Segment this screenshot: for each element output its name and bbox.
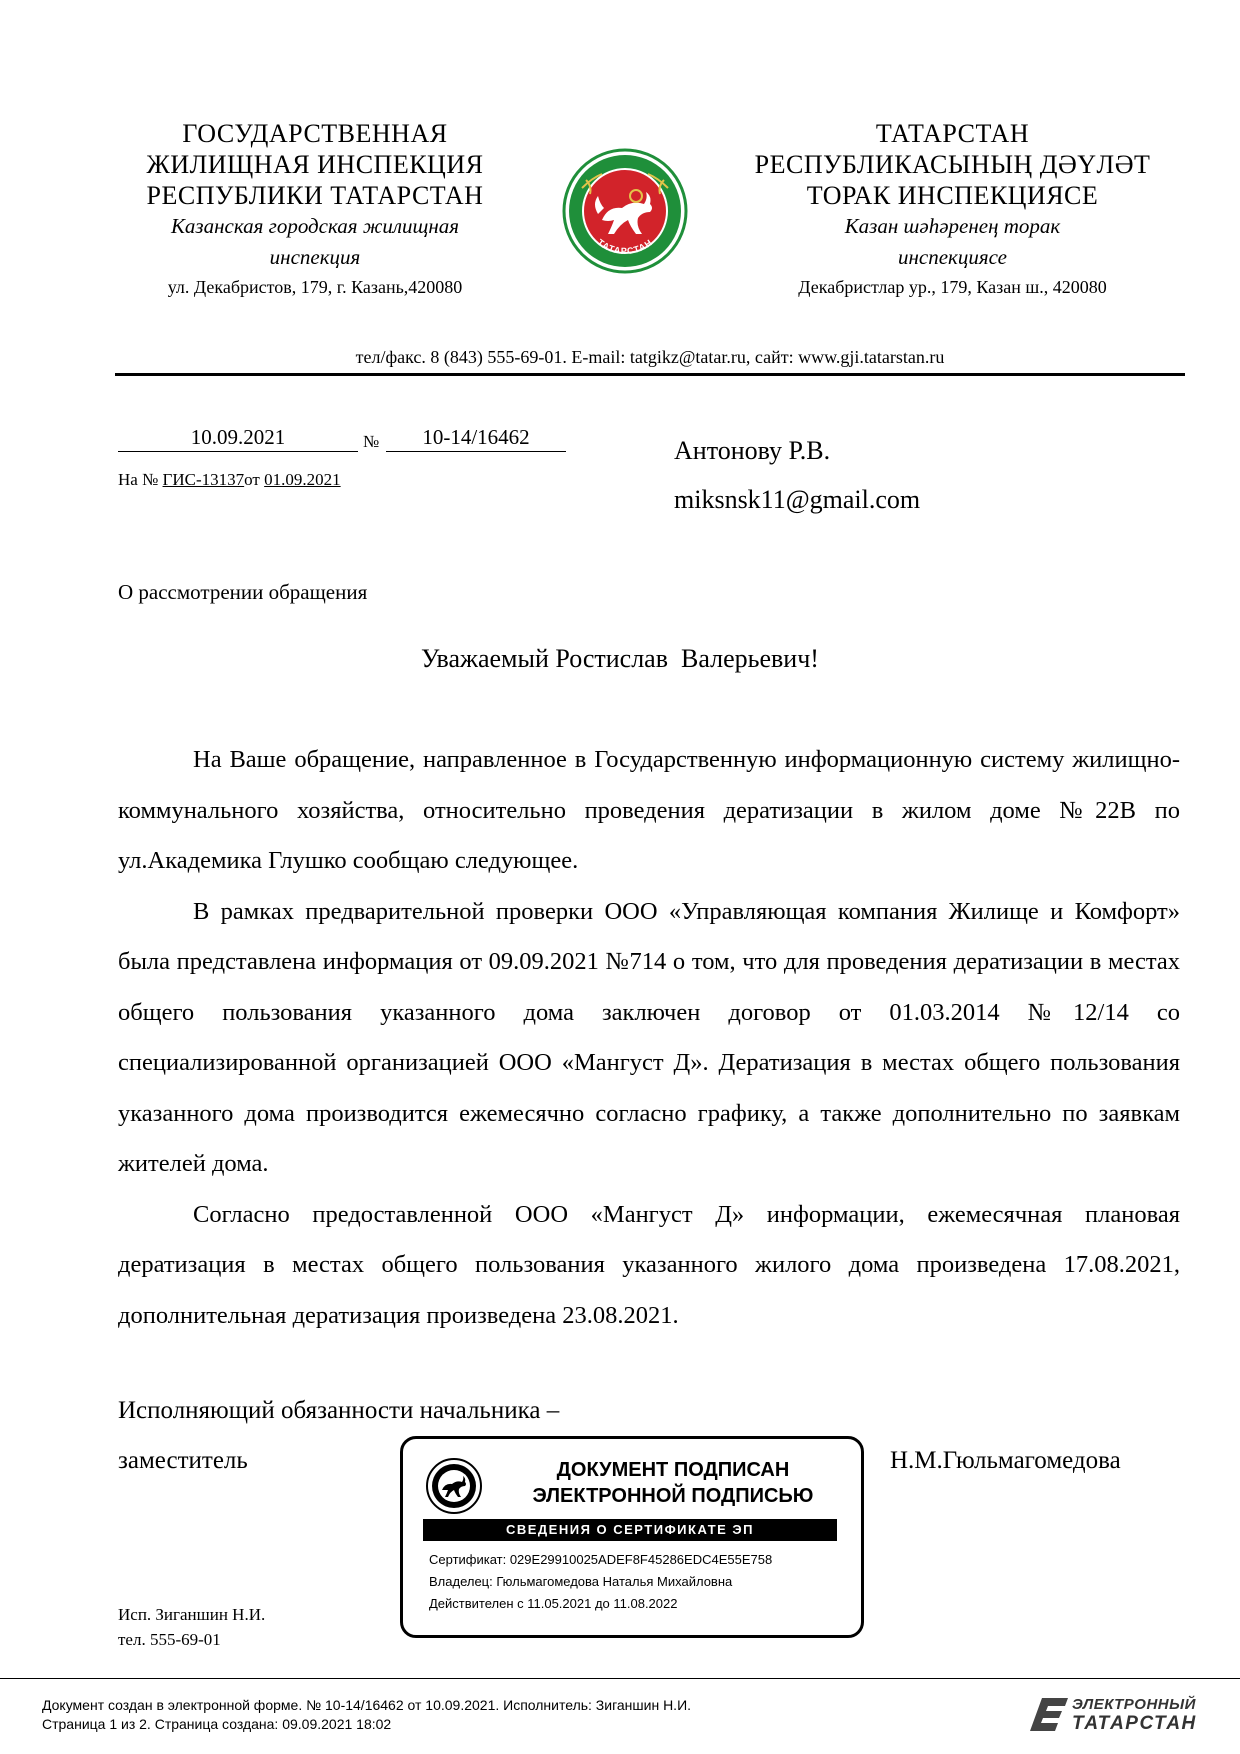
- reply-prefix: На №: [118, 470, 159, 489]
- stamp-title-line2: ЭЛЕКТРОННОЙ ПОДПИСЬЮ: [532, 1485, 814, 1507]
- letter-date: 10.09.2021: [118, 423, 358, 452]
- reply-reference: [118, 470, 341, 490]
- stamp-title: [498, 1457, 848, 1509]
- recipient-name: Антонову Р.В.: [674, 436, 831, 465]
- tatarstan-emblem-mono-icon: [425, 1457, 483, 1515]
- tatarstan-emblem-icon: [562, 148, 688, 274]
- stamp-emblem: [425, 1457, 483, 1515]
- header-right: [725, 118, 1180, 299]
- body-paragraph: Согласно предоставленной ООО «Мангуст Д» информации, ежемесячная плановая дератизация в местах общего пользования указанного жилого дома произведена 17.08.2021, дополнительная дератизация произведена 23.08.2021.: [118, 1200, 1180, 1329]
- footer-divider: [0, 1678, 1240, 1679]
- reply-from: от: [244, 470, 260, 489]
- dept-name-tt-line1: Казан шәһәренең торак: [844, 214, 1061, 238]
- stamp-certificate: Сертификат: 029E29910025ADEF8F45286EDC4E55E758: [429, 1552, 773, 1567]
- org-name-ru-line2: ЖИЛИЩНАЯ ИНСПЕКЦИЯ: [146, 150, 484, 179]
- footer-info: [42, 1696, 691, 1734]
- org-name-ru-line3: РЕСПУБЛИКИ ТАТАРСТАН: [146, 181, 484, 210]
- electronic-tatarstan-logo: [1030, 1694, 1200, 1736]
- salutation: Уважаемый Ростислав Валерьевич!: [421, 644, 819, 673]
- dept-name-ru-line1: Казанская городская жилищная: [170, 214, 460, 238]
- electronic-signature-stamp: [400, 1436, 864, 1638]
- dept-name-ru-line2: инспекция: [269, 245, 361, 269]
- letter-subject: О рассмотрении обращения: [118, 580, 368, 604]
- executor: Исп. Зиганшин Н.И.: [118, 1605, 266, 1624]
- footer-line2: Страница 1 из 2. Страница создана: 09.09.2021 18:02: [42, 1716, 392, 1732]
- stamp-title-line1: ДОКУМЕНТ ПОДПИСАН: [556, 1459, 790, 1481]
- reply-date: 01.09.2021: [264, 470, 341, 489]
- signer-position-line1: Исполняющий обязанности начальника –: [118, 1397, 560, 1424]
- org-name-tt-line2: РЕСПУБЛИКАСЫНЫҢ ДӘҮЛӘТ: [754, 150, 1151, 179]
- letter-number: 10-14/16462: [386, 423, 566, 452]
- header-divider: [115, 373, 1185, 376]
- address-ru: ул. Декабристов, 179, г. Казань,420080: [167, 277, 463, 297]
- stamp-certificate-bar: СВЕДЕНИЯ О СЕРТИФИКАТЕ ЭП: [423, 1519, 837, 1541]
- org-name-ru-line1: ГОСУДАРСТВЕННАЯ: [182, 119, 448, 148]
- number-sign: №: [363, 432, 380, 451]
- org-name-tt-line1: ТАТАРСТАН: [875, 119, 1030, 148]
- header-left: [110, 118, 520, 299]
- recipient-email: miksnsk11@gmail.com: [674, 485, 921, 514]
- org-name-tt-line3: ТОРАК ИНСПЕКЦИЯСЕ: [806, 181, 1099, 210]
- stamp-owner: Владелец: Гюльмагомедова Наталья Михайловна: [429, 1574, 733, 1589]
- e-tatarstan-logo-icon: [1030, 1694, 1070, 1734]
- contact-line: тел/факс. 8 (843) 555-69-01. E-mail: tatgikz@tatar.ru, сайт: www.gji.tatarstan.ru: [355, 347, 945, 367]
- address-tt: Декабристлар ур., 179, Казан ш., 420080: [798, 277, 1107, 297]
- reply-number: ГИС-13137: [162, 470, 245, 489]
- signer-name: Н.М.Гюльмагомедова: [890, 1447, 1121, 1474]
- executor-phone: тел. 555-69-01: [118, 1630, 221, 1649]
- emblem-ring-text: ТАТАРСТАН: [595, 237, 655, 257]
- emblem: [562, 148, 688, 274]
- stamp-validity: Действителен с 11.05.2021 до 11.08.2022: [429, 1596, 678, 1611]
- body-paragraph: В рамках предварительной проверки ООО «Управляющая компания Жилище и Комфорт» была представлена информация от 09.09.2021 №714 о том, что для проведения дератизации в местах общего пользования указанного дома заключен договор от 01.03.2014 №12/14 со специализированной организацией ООО «Мангуст Д». Дератизация в местах общего пользования указанного дома производится ежемесячно согласно графику, а также дополнительно по заявкам жителей дома.: [118, 897, 1180, 1177]
- dept-name-tt-line2: инспекциясе: [897, 245, 1007, 269]
- stamp-details: [429, 1549, 772, 1615]
- brand-line2: ТАТАРСТАН: [1072, 1713, 1197, 1734]
- signer-position-line2: заместитель: [118, 1447, 248, 1474]
- letter-body: [118, 735, 1180, 1341]
- body-paragraph: На Ваше обращение, направленное в Государственную информационную систему жилищно-коммунального хозяйства, относительно проведения дератизации в жилом доме №22В по ул.Академика Глушко сообщаю следующее.: [118, 746, 1180, 874]
- brand-line1: ЭЛЕКТРОННЫЙ: [1072, 1696, 1196, 1713]
- footer-line1: Документ создан в электронной форме. № 10-14/16462 от 10.09.2021. Исполнитель: Зиганшин Н.И.: [42, 1697, 692, 1713]
